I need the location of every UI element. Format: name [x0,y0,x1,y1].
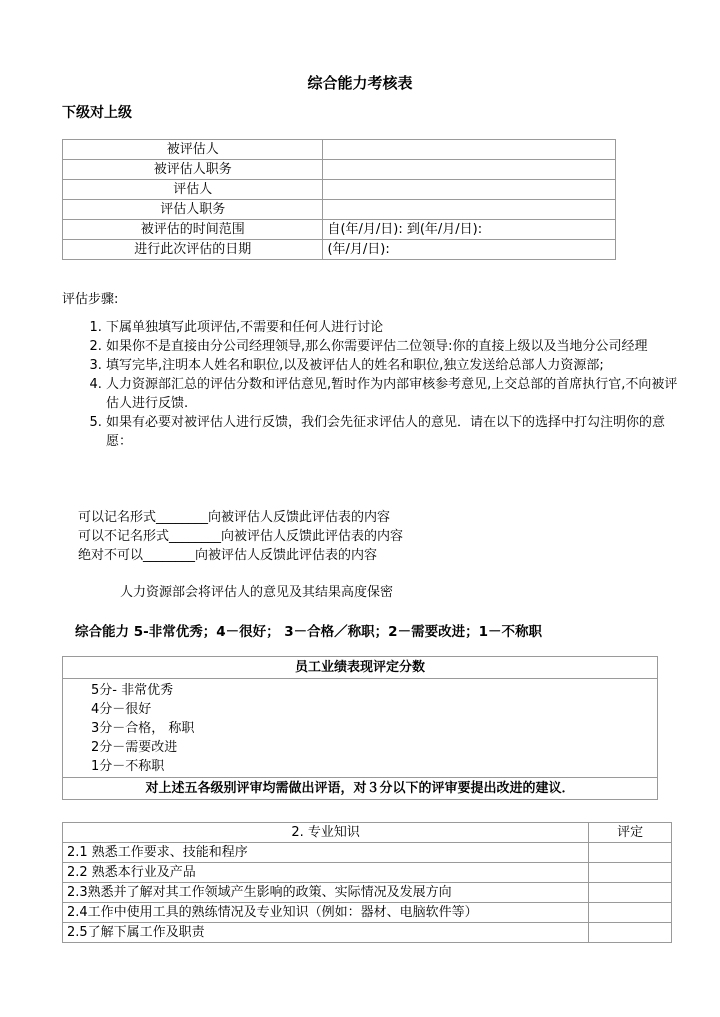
info-value-field[interactable] [323,180,616,200]
table-row [63,843,672,863]
score-levels-list [63,679,657,776]
section-header: 2. 专业知识 [63,823,589,843]
list-item: 1分－不称职 [91,759,165,774]
evaluation-info-table [62,139,616,260]
performance-score-box [62,656,658,800]
list-item: 3. 填写完毕,注明本人姓名和职位,以及被评估人的姓名和职位,独立发送给总部人力资源部; [106,356,678,375]
performance-header: 员工业绩表现评定分数 [63,657,657,679]
steps-heading: 评估步骤: [62,292,119,307]
list-item: 2. 如果你不是直接由分公司经理领导,那么你需要评估二位领导:你的直接上级以及当地分公司经理 [106,337,678,356]
info-label: 进行此次评估的日期 [63,240,323,260]
table-header-row [63,823,672,843]
knowledge-item: 2.1 熟悉工作要求、技能和程序 [63,843,589,863]
knowledge-item: 2.2 熟悉本行业及产品 [63,863,589,883]
info-value-field[interactable] [323,160,616,180]
feedback-option-none[interactable]: 绝对不可以________向被评估人反馈此评估表的内容 [78,548,378,563]
info-value-field[interactable]: (年/月/日): [323,240,616,260]
page-title: 综合能力考核表 [307,74,413,92]
table-row [63,903,672,923]
rating-cell[interactable] [589,843,672,863]
table-row [63,923,672,943]
knowledge-item: 2.4工作中使用工具的熟练情况及专业知识（例如：器材、电脑软件等） [63,903,589,923]
table-row [63,883,672,903]
knowledge-item: 2.3熟悉并了解对其工作领域产生影响的政策、实际情况及发展方向 [63,883,589,903]
list-item: 2分－需要改进 [91,740,178,755]
rating-column-header: 评定 [589,823,672,843]
rating-cell[interactable] [589,883,672,903]
list-item: 4分－很好 [91,702,152,717]
table-row [63,863,672,883]
info-label: 评估人职务 [63,200,323,220]
rating-cell[interactable] [589,903,672,923]
confidentiality-note: 人力资源部会将评估人的意见及其结果高度保密 [120,585,394,600]
professional-knowledge-table [62,822,672,943]
form-subtitle: 下级对上级 [62,105,132,121]
table-row [63,240,616,260]
feedback-option-named[interactable]: 可以记名形式________向被评估人反馈此评估表的内容 [78,510,391,525]
info-value-field[interactable] [323,200,616,220]
rating-cell[interactable] [589,863,672,883]
info-label: 评估人 [63,180,323,200]
info-label: 被评估人职务 [63,160,323,180]
table-row [63,140,616,160]
list-item: 3分－合格， 称职 [91,721,195,736]
info-label: 被评估人 [63,140,323,160]
info-value-field[interactable] [323,140,616,160]
rating-scale-title: 综合能力 5-非常优秀；4－很好； 3－合格／称职；2－需要改进；1－不称职 [75,624,542,640]
steps-list [84,318,678,451]
list-item: 5. 如果有必要对被评估人进行反馈，我们会先征求评估人的意见．请在以下的选择中打勾注明你的意愿： [106,413,678,451]
knowledge-item: 2.5了解下属工作及职责 [63,923,589,943]
rating-cell[interactable] [589,923,672,943]
info-label: 被评估的时间范围 [63,220,323,240]
table-row [63,220,616,240]
feedback-choices [78,508,403,565]
table-row [63,160,616,180]
table-row [63,180,616,200]
feedback-option-anonymous[interactable]: 可以不记名形式________向被评估人反馈此评估表的内容 [78,529,404,544]
info-value-field[interactable]: 自(年/月/日): 到(年/月/日): [323,220,616,240]
list-item: 5分- 非常优秀 [91,683,174,698]
table-row [63,200,616,220]
performance-footer-note: 对上述五各级别评审均需做出评语，对３分以下的评审要提出改进的建议． [63,777,657,799]
list-item: 4. 人力资源部汇总的评估分数和评估意见,暂时作为内部审核参考意见,上交总部的首席执行官,不向被评估人进行反馈. [106,375,678,413]
list-item: 1. 下属单独填写此项评估,不需要和任何人进行讨论 [106,318,678,337]
